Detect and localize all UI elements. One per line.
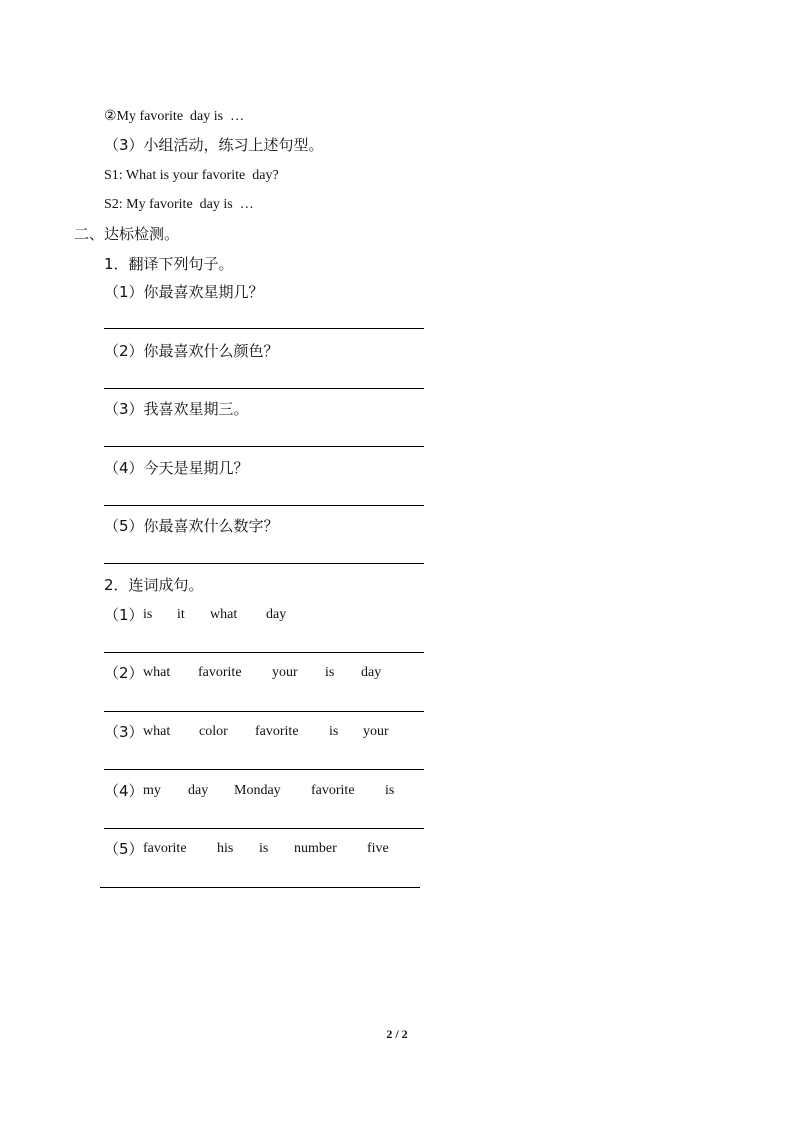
q1-item-4: （4）今天是星期几？ <box>104 459 249 477</box>
intro-line-4: S2: My favorite day is … <box>104 197 254 212</box>
q2-word: favorite <box>143 841 187 856</box>
q2-word: his <box>217 841 234 856</box>
q2-word: it <box>177 607 185 622</box>
q2-word: five <box>367 841 389 856</box>
q2-word: favorite <box>255 724 299 739</box>
q2-answer-line-3[interactable] <box>104 769 424 770</box>
intro-line-2: （3）小组活动，练习上述句型。 <box>104 136 324 154</box>
q1-item-3: （3）我喜欢星期三。 <box>104 400 249 418</box>
q2-answer-line-2[interactable] <box>104 711 424 712</box>
q2-word: color <box>199 724 228 739</box>
q2-word: is <box>259 841 269 856</box>
q2-word: my <box>143 783 161 798</box>
q2-item-number: （1） <box>104 606 144 624</box>
q2-word: favorite <box>198 665 242 680</box>
q2-word: your <box>272 665 298 680</box>
q1-answer-line-1[interactable] <box>104 328 424 329</box>
q2-word: day <box>266 607 287 622</box>
q2-answer-line-4[interactable] <box>104 828 424 829</box>
section-title: 二、达标检测。 <box>74 225 180 243</box>
q2-word: is <box>329 724 339 739</box>
q2-word: number <box>294 841 337 856</box>
q1-answer-line-5[interactable] <box>104 563 424 564</box>
q2-word: day <box>188 783 209 798</box>
q1-title: 1．翻译下列句子。 <box>104 255 234 273</box>
q1-item-2: （2）你最喜欢什么颜色？ <box>104 342 279 360</box>
intro-line-1: ②My favorite day is … <box>104 109 245 124</box>
intro-line-3: S1: What is your favorite day? <box>104 168 279 183</box>
page-number: 2 / 2 <box>386 1027 408 1041</box>
q2-word: is <box>143 607 153 622</box>
q2-word: day <box>361 665 382 680</box>
q2-word: what <box>210 607 238 622</box>
q1-answer-line-4[interactable] <box>104 505 424 506</box>
q1-item-1: （1）你最喜欢星期几？ <box>104 283 264 301</box>
q2-item-number: （4） <box>104 782 144 800</box>
q2-title: 2．连词成句。 <box>104 576 204 594</box>
q2-word: your <box>363 724 389 739</box>
q2-item-number: （5） <box>104 840 144 858</box>
q2-answer-line-5[interactable] <box>100 887 420 888</box>
q1-item-5: （5）你最喜欢什么数字？ <box>104 517 279 535</box>
q2-answer-line-1[interactable] <box>104 652 424 653</box>
q2-word: Monday <box>234 783 281 798</box>
q1-answer-line-3[interactable] <box>104 446 424 447</box>
q2-word: what <box>143 665 171 680</box>
q2-item-number: （3） <box>104 723 144 741</box>
q2-word: is <box>385 783 395 798</box>
q2-item-number: （2） <box>104 664 144 682</box>
q2-word: what <box>143 724 171 739</box>
q2-word: is <box>325 665 335 680</box>
q1-answer-line-2[interactable] <box>104 388 424 389</box>
q2-word: favorite <box>311 783 355 798</box>
